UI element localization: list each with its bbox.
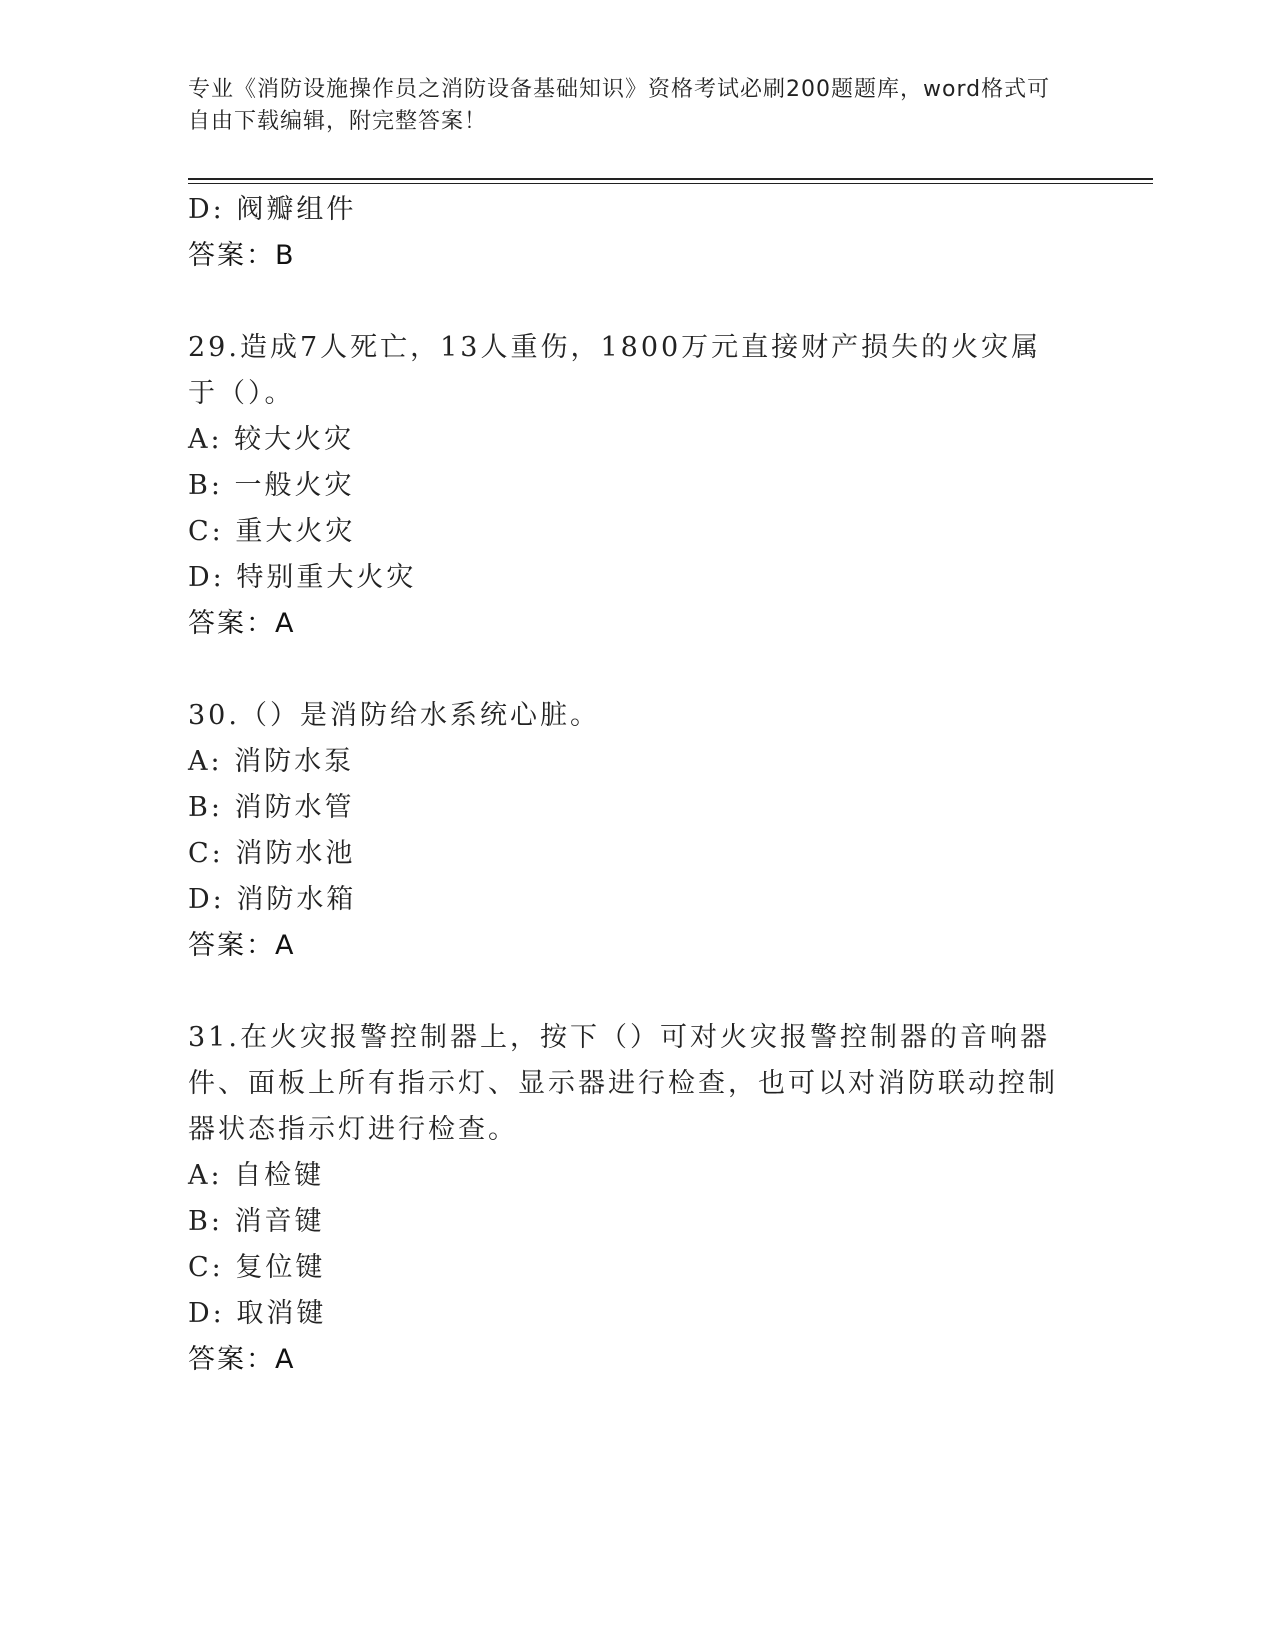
question-30-option-a: A: 消防水泵	[188, 746, 355, 777]
question-29-answer: 答案：A	[188, 608, 296, 639]
question-31-option-b: B: 消音键	[188, 1206, 325, 1237]
question-31-option-c: C: 复位键	[188, 1252, 326, 1283]
header-rule-thin	[188, 183, 1153, 184]
question-29-option-d: D: 特别重大火灾	[188, 562, 417, 593]
prev-option-d: D: 阀瓣组件	[188, 194, 357, 225]
question-30-option-c: C: 消防水池	[188, 838, 356, 869]
question-29-stem: 29.造成7人死亡，13人重伤，1800万元直接财产损失的火灾属于（）。	[188, 332, 1042, 409]
question-31-option-d: D: 取消键	[188, 1298, 327, 1329]
page-header: 专业《消防设施操作员之消防设备基础知识》资格考试必刷200题题库，word格式可自由下载编辑，附完整答案！	[188, 77, 1051, 134]
question-content	[188, 187, 1068, 1383]
question-30-option-d: D: 消防水箱	[188, 884, 357, 915]
question-30-answer: 答案：A	[188, 930, 296, 961]
question-31-answer: 答案：A	[188, 1344, 296, 1375]
question-29-option-c: C: 重大火灾	[188, 516, 356, 547]
question-31-option-a: A: 自检键	[188, 1160, 325, 1191]
question-30-stem: 30.（）是消防给水系统心脏。	[188, 700, 600, 731]
prev-answer: 答案：B	[188, 240, 296, 271]
spacer	[188, 969, 1068, 1015]
question-30-option-b: B: 消防水管	[188, 792, 355, 823]
question-29-option-a: A: 较大火灾	[188, 424, 355, 455]
question-29-option-b: B: 一般火灾	[188, 470, 355, 501]
spacer	[188, 647, 1068, 693]
question-31-stem: 31.在火灾报警控制器上，按下（）可对火灾报警控制器的音响器件、面板上所有指示灯、显示器进行检查，也可以对消防联动控制器状态指示灯进行检查。	[188, 1022, 1058, 1145]
spacer	[188, 279, 1068, 325]
header-rule-thick	[188, 178, 1153, 180]
